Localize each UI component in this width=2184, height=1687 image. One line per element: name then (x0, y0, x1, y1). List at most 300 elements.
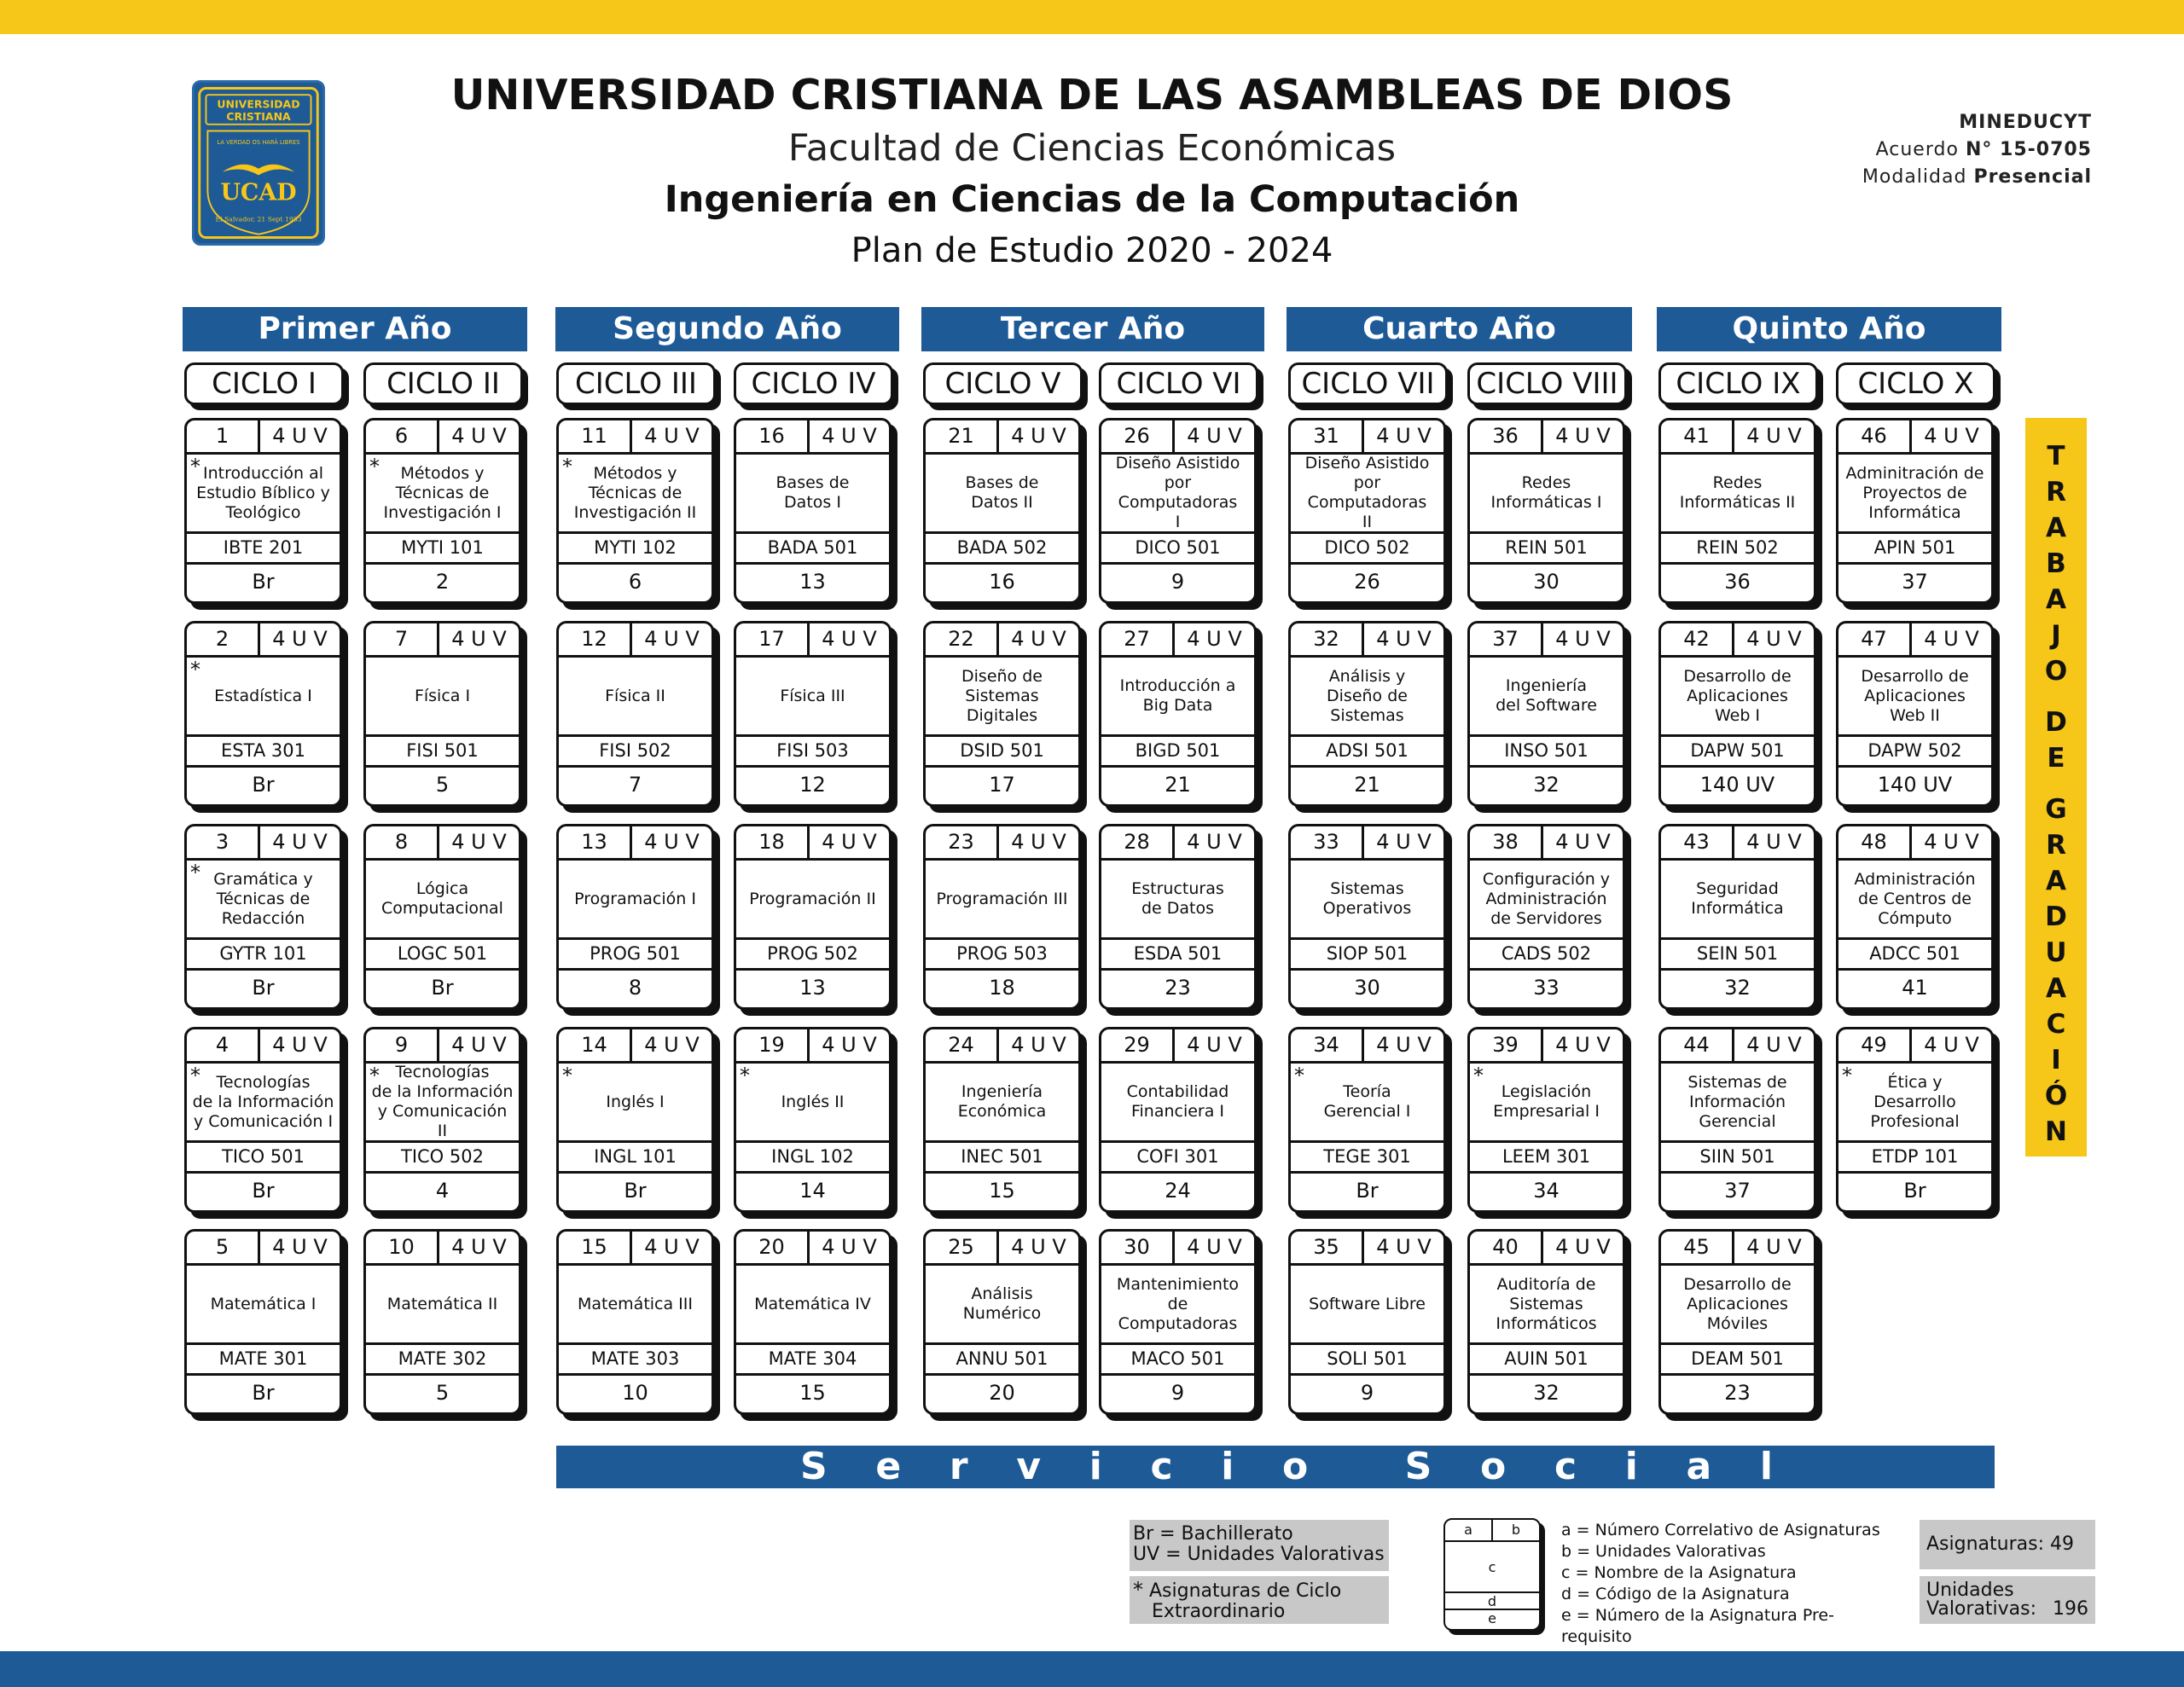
course-uv: 4 U V (272, 627, 328, 651)
graduation-letter: B (2046, 548, 2066, 579)
course-code: MATE 303 (559, 1345, 712, 1376)
header-titles (341, 68, 1843, 276)
course-prerequisite: 8 (628, 976, 642, 1000)
extraordinary-star: * (369, 455, 380, 478)
key-b: b (1511, 1522, 1521, 1538)
course-card (1467, 1027, 1625, 1213)
course-name: Estructuras de Datos (1131, 879, 1224, 918)
course-uv: 4 U V (1187, 424, 1242, 448)
course-card (556, 1027, 714, 1213)
course-name-cell (366, 455, 519, 534)
course-name-cell (736, 1064, 889, 1143)
course-number: 36 (1470, 420, 1543, 452)
course-uv: 4 U V (1924, 627, 1979, 651)
course-prerequisite: 7 (628, 773, 642, 797)
course-number: 37 (1470, 623, 1543, 655)
course-prerequisite: Br (252, 976, 275, 1000)
course-number: 26 (1101, 420, 1175, 452)
course-code: MACO 501 (1101, 1345, 1254, 1376)
year-header: Quinto Año (1657, 307, 2001, 351)
course-uv: 4 U V (644, 830, 700, 854)
course-name: Inglés I (606, 1092, 665, 1111)
course-header (926, 1029, 1078, 1064)
key-desc-b: b = Unidades Valorativas (1561, 1542, 1766, 1561)
course-header (736, 420, 889, 455)
course-uv: 4 U V (822, 627, 877, 651)
course-name-cell (1838, 455, 1991, 534)
course-prerequisite: 9 (1170, 570, 1185, 594)
course-card (923, 1229, 1081, 1415)
course-name: Física III (780, 686, 845, 705)
course-number: 43 (1661, 826, 1734, 858)
uv-total-label1: Unidades (1926, 1580, 2014, 1601)
course-name: Desarrollo de Aplicaciones Web I (1683, 666, 1792, 725)
course-name-cell (1470, 455, 1623, 534)
course-name: Lógica Computacional (381, 879, 503, 918)
course-name: Legislación Empresarial I (1493, 1082, 1600, 1121)
course-card (1658, 418, 1816, 604)
course-uv: 4 U V (1746, 1033, 1802, 1057)
course-number: 21 (926, 420, 999, 452)
graduation-work-banner (2025, 418, 2087, 1157)
course-name: Diseño de Sistemas Digitales (961, 666, 1043, 725)
subjects-total-value: 49 (2049, 1533, 2074, 1555)
course-uv: 4 U V (272, 1033, 328, 1057)
course-name-cell (1101, 861, 1254, 940)
course-name-cell (1470, 1266, 1623, 1345)
course-name: Tecnologías de la Información y Comunicación I (192, 1072, 334, 1131)
legend-abbreviations (1130, 1520, 1389, 1571)
subjects-total (1920, 1520, 2095, 1569)
course-number: 11 (559, 420, 632, 452)
course-header (926, 420, 1078, 455)
course-name-cell (559, 658, 712, 737)
course-number: 47 (1838, 623, 1912, 655)
key-desc-a: a = Número Correlativo de Asignaturas (1561, 1521, 1880, 1539)
course-prerequisite: Br (252, 570, 275, 594)
course-prerequisite: Br (252, 1179, 275, 1203)
cycle-label: CICLO II (363, 362, 523, 405)
course-card (363, 1027, 521, 1213)
course-name-cell (559, 455, 712, 534)
course-name-cell (1101, 658, 1254, 737)
course-name-cell (1470, 1064, 1623, 1143)
course-number: 48 (1838, 826, 1912, 858)
course-card (1467, 418, 1625, 604)
course-code: TEGE 301 (1291, 1143, 1443, 1174)
course-name-cell (1470, 861, 1623, 940)
course-card (734, 621, 892, 807)
course-name-cell (187, 1266, 340, 1345)
course-number: 16 (736, 420, 810, 452)
course-header (1291, 826, 1443, 861)
course-uv: 4 U V (451, 1235, 507, 1259)
key-desc-e: e = Número de la Asignatura Pre-requisito (1561, 1606, 1834, 1646)
course-prerequisite: Br (252, 1381, 275, 1405)
course-name: Diseño Asistido por Computadoras I (1115, 454, 1240, 531)
course-header (736, 826, 889, 861)
course-header (1101, 1029, 1254, 1064)
cycle-label: CICLO III (556, 362, 716, 405)
course-header (736, 1029, 889, 1064)
key-a: a (1445, 1520, 1493, 1540)
social-service-letter: v (1016, 1445, 1041, 1488)
course-number: 6 (366, 420, 439, 452)
course-name: Análisis y Diseño de Sistemas (1327, 666, 1408, 725)
course-card (184, 1229, 342, 1415)
course-card (556, 418, 714, 604)
course-header (926, 1232, 1078, 1266)
social-service-banner (556, 1446, 1995, 1488)
course-name-cell (366, 861, 519, 940)
course-code: SIOP 501 (1291, 940, 1443, 971)
cycle-label: CICLO VI (1099, 362, 1258, 405)
course-number: 17 (736, 623, 810, 655)
course-uv: 4 U V (1555, 424, 1611, 448)
course-name: Teoría Gerencial I (1323, 1082, 1411, 1121)
social-service-letter: i (1624, 1445, 1638, 1488)
course-prerequisite: 20 (989, 1381, 1015, 1405)
logo-motto: LA VERDAD OS HARÁ LIBRES (217, 138, 300, 146)
course-header (187, 826, 340, 861)
course-uv: 4 U V (822, 424, 877, 448)
course-card (1467, 621, 1625, 807)
course-code: DSID 501 (926, 737, 1078, 768)
course-number: 10 (366, 1232, 439, 1263)
course-card (1288, 418, 1446, 604)
course-header (1661, 1029, 1814, 1064)
course-number: 4 (187, 1029, 260, 1061)
course-prerequisite: 13 (799, 976, 826, 1000)
course-prerequisite: 9 (1170, 1381, 1185, 1405)
course-card (1288, 824, 1446, 1010)
legend-star: * (1133, 1578, 1143, 1602)
course-header (1291, 1232, 1443, 1266)
course-uv: 4 U V (644, 1033, 700, 1057)
course-name-cell (926, 861, 1078, 940)
key-c: c (1445, 1542, 1539, 1593)
course-card (1467, 824, 1625, 1010)
course-card (1099, 1027, 1257, 1213)
course-header (366, 1232, 519, 1266)
graduation-letter: T (2047, 441, 2065, 472)
course-code: REIN 502 (1661, 534, 1814, 565)
course-card (556, 824, 714, 1010)
course-name-cell (1291, 861, 1443, 940)
course-card (1658, 1027, 1816, 1213)
course-name: Adminitración de Proyectos de Informática (1845, 463, 1984, 522)
course-name: Métodos y Técnicas de Investigación II (573, 463, 697, 522)
course-uv: 4 U V (272, 1235, 328, 1259)
key-desc-d: d = Código de la Asignatura (1561, 1585, 1790, 1603)
course-name-cell (926, 658, 1078, 737)
course-name: Inglés II (781, 1092, 845, 1111)
cycle-label: CICLO VIII (1467, 362, 1627, 405)
course-name-cell (736, 1266, 889, 1345)
course-prerequisite: Br (624, 1179, 647, 1203)
course-code: ADSI 501 (1291, 737, 1443, 768)
course-uv: 4 U V (1187, 627, 1242, 651)
course-name: Tecnologías de la Información y Comunicación II (371, 1063, 514, 1140)
course-uv: 4 U V (1376, 627, 1432, 651)
course-prerequisite: 14 (799, 1179, 826, 1203)
course-header (559, 420, 712, 455)
course-card (1288, 1027, 1446, 1213)
course-card (363, 824, 521, 1010)
course-uv: 4 U V (644, 627, 700, 651)
extraordinary-star: * (190, 455, 200, 478)
course-number: 49 (1838, 1029, 1912, 1061)
course-number: 14 (559, 1029, 632, 1061)
uv-total-label2: Valorativas: (1926, 1598, 2037, 1620)
course-name: Estadística I (214, 686, 312, 705)
legend-br: Br = Bachillerato (1133, 1523, 1293, 1545)
graduation-letter: Ó (2044, 1081, 2068, 1111)
agreement-value: N° 15-0705 (1965, 139, 2092, 160)
course-code: DAPW 501 (1661, 737, 1814, 768)
course-prerequisite: 6 (628, 570, 642, 594)
course-number: 7 (366, 623, 439, 655)
course-code: PROG 502 (736, 940, 889, 971)
course-header (187, 1232, 340, 1266)
course-code: IBTE 201 (187, 534, 340, 565)
logo-text-line2: CRISTIANA (226, 110, 291, 123)
social-service-letter: a (1686, 1445, 1712, 1488)
course-number: 22 (926, 623, 999, 655)
course-header (187, 420, 340, 455)
uv-total-value: 196 (2053, 1598, 2088, 1620)
course-name-cell (736, 658, 889, 737)
course-code: DAPW 502 (1838, 737, 1991, 768)
course-header (1470, 623, 1623, 658)
course-prerequisite: 18 (989, 976, 1015, 1000)
course-name: Redes Informáticas I (1490, 473, 1602, 512)
graduation-letter: A (2046, 973, 2066, 1004)
course-name-cell (736, 861, 889, 940)
course-number: 24 (926, 1029, 999, 1061)
year-header: Segundo Año (555, 307, 899, 351)
course-uv: 4 U V (451, 627, 507, 651)
course-prerequisite: 34 (1533, 1179, 1560, 1203)
course-code: TICO 501 (187, 1143, 340, 1174)
course-uv: 4 U V (272, 830, 328, 854)
social-service-letter: e (875, 1445, 902, 1488)
course-prerequisite: 12 (799, 773, 826, 797)
course-number: 30 (1101, 1232, 1175, 1263)
course-card (1288, 1229, 1446, 1415)
course-number: 25 (926, 1232, 999, 1263)
course-card (556, 621, 714, 807)
plan-title: Plan de Estudio 2020 - 2024 (851, 231, 1333, 270)
course-code: SOLI 501 (1291, 1345, 1443, 1376)
course-prerequisite: 5 (435, 773, 450, 797)
course-number: 18 (736, 826, 810, 858)
course-card (734, 824, 892, 1010)
course-name: Contabilidad Financiera I (1126, 1082, 1229, 1121)
extraordinary-star: * (190, 861, 200, 884)
logo-text-line1: UNIVERSIDAD (217, 97, 300, 111)
graduation-letter: G (2045, 794, 2067, 825)
course-header (1661, 1232, 1814, 1266)
course-card (1658, 621, 1816, 807)
course-name-cell (1661, 455, 1814, 534)
legend-uv: UV = Unidades Valorativas (1133, 1544, 1385, 1565)
course-name-cell (926, 1064, 1078, 1143)
course-uv: 4 U V (1187, 1235, 1242, 1259)
course-uv: 4 U V (1746, 1235, 1802, 1259)
course-code: MYTI 101 (366, 534, 519, 565)
cycle-label: CICLO IV (734, 362, 893, 405)
course-prerequisite: Br (252, 773, 275, 797)
course-name-cell (1101, 1266, 1254, 1345)
course-card (1288, 621, 1446, 807)
course-number: 23 (926, 826, 999, 858)
course-uv: 4 U V (1924, 424, 1979, 448)
course-name-cell (1291, 1064, 1443, 1143)
course-uv: 4 U V (1011, 627, 1066, 651)
course-name: Sistemas de Información Gerencial (1687, 1072, 1787, 1131)
course-card (734, 1229, 892, 1415)
course-name: Matemática I (210, 1294, 317, 1313)
legend-star-line1: Asignaturas de Ciclo (1149, 1580, 1342, 1602)
course-number: 29 (1101, 1029, 1175, 1061)
course-number: 45 (1661, 1232, 1734, 1263)
university-name: UNIVERSIDAD CRISTIANA DE LAS ASAMBLEAS DE DIOS (450, 71, 1734, 119)
course-code: TICO 502 (366, 1143, 519, 1174)
course-uv: 4 U V (1555, 1235, 1611, 1259)
course-uv: 4 U V (1746, 424, 1802, 448)
course-name: Seguridad Informática (1691, 879, 1784, 918)
social-service-letter: o (1480, 1445, 1507, 1488)
course-header (736, 1232, 889, 1266)
course-header (559, 623, 712, 658)
course-name-cell (1291, 658, 1443, 737)
course-card (1658, 1229, 1816, 1415)
course-name: Gramática y Técnicas de Redacción (213, 869, 313, 928)
course-prerequisite: 33 (1533, 976, 1560, 1000)
course-code: GYTR 101 (187, 940, 340, 971)
course-uv: 4 U V (1376, 830, 1432, 854)
course-name-cell (1101, 455, 1254, 534)
course-name-cell (559, 861, 712, 940)
course-uv: 4 U V (822, 1033, 877, 1057)
course-name-cell (1661, 1064, 1814, 1143)
course-card (1836, 1027, 1994, 1213)
course-prerequisite: 15 (799, 1381, 826, 1405)
course-card (923, 621, 1081, 807)
course-name-cell (926, 1266, 1078, 1345)
course-header (1470, 1232, 1623, 1266)
course-prerequisite: 30 (1354, 976, 1380, 1000)
graduation-letter: A (2046, 513, 2066, 543)
course-uv: 4 U V (1011, 1033, 1066, 1057)
course-prerequisite: 41 (1902, 976, 1928, 1000)
course-name-cell (1470, 658, 1623, 737)
course-code: ETDP 101 (1838, 1143, 1991, 1174)
course-card (734, 1027, 892, 1213)
course-name: Física I (414, 686, 471, 705)
course-name: Ética y Desarrollo Profesional (1870, 1072, 1960, 1131)
course-uv: 4 U V (1555, 1033, 1611, 1057)
social-service-letter: c (1554, 1445, 1577, 1488)
course-uv: 4 U V (1924, 830, 1979, 854)
course-prerequisite: 36 (1724, 570, 1751, 594)
course-prerequisite: 37 (1902, 570, 1928, 594)
course-uv: 4 U V (451, 830, 507, 854)
mode-label: Modalidad (1862, 166, 1967, 188)
course-header (1661, 623, 1814, 658)
course-uv: 4 U V (644, 1235, 700, 1259)
course-name: Introducción a Big Data (1119, 676, 1236, 715)
key-descriptions (1561, 1520, 1902, 1648)
course-card (923, 418, 1081, 604)
course-prerequisite: 21 (1165, 773, 1191, 797)
course-name-cell (1838, 861, 1991, 940)
faculty-name: Facultad de Ciencias Económicas (787, 127, 1397, 170)
course-name: Física II (605, 686, 665, 705)
year-header: Cuarto Año (1287, 307, 1632, 351)
graduation-letter: N (2045, 1116, 2067, 1147)
uv-total (1920, 1576, 2095, 1624)
course-card (184, 621, 342, 807)
course-name: Desarrollo de Aplicaciones Web II (1861, 666, 1969, 725)
course-number: 27 (1101, 623, 1175, 655)
course-header (1838, 623, 1991, 658)
course-name: Administración de Centros de Cómputo (1854, 869, 1976, 928)
course-name-cell (187, 861, 340, 940)
social-service-letter: c (1150, 1445, 1173, 1488)
course-prerequisite: Br (1903, 1179, 1926, 1203)
course-header (1291, 420, 1443, 455)
course-prerequisite: 23 (1724, 1381, 1751, 1405)
bottom-accent-bar (0, 1651, 2184, 1687)
course-number: 40 (1470, 1232, 1543, 1263)
course-card (1099, 621, 1257, 807)
course-number: 33 (1291, 826, 1364, 858)
course-name: Auditoría de Sistemas Informáticos (1496, 1274, 1597, 1333)
course-header (1291, 623, 1443, 658)
course-card (363, 418, 521, 604)
course-prerequisite: 23 (1165, 976, 1191, 1000)
course-prerequisite: 32 (1533, 773, 1560, 797)
course-prerequisite: 17 (989, 773, 1015, 797)
course-code: FISI 503 (736, 737, 889, 768)
course-header (736, 623, 889, 658)
course-name-cell (366, 1266, 519, 1345)
mode-value: Presencial (1973, 166, 2092, 188)
course-uv: 4 U V (1376, 424, 1432, 448)
course-name-cell (187, 658, 340, 737)
course-uv: 4 U V (1376, 1235, 1432, 1259)
course-header (1838, 1029, 1991, 1064)
social-service-letter: i (1221, 1445, 1234, 1488)
course-uv: 4 U V (1555, 627, 1611, 651)
social-service-letter: i (1089, 1445, 1102, 1488)
course-header (1470, 420, 1623, 455)
accreditation-authority: MINEDUCYT (1959, 112, 2092, 133)
course-header (1838, 826, 1991, 861)
course-uv: 4 U V (451, 1033, 507, 1057)
course-uv: 4 U V (1746, 830, 1802, 854)
course-number: 32 (1291, 623, 1364, 655)
course-name: Ingeniería Económica (957, 1082, 1047, 1121)
course-card (184, 418, 342, 604)
graduation-letter: E (2047, 743, 2065, 774)
course-prerequisite: 32 (1724, 976, 1751, 1000)
course-card (1658, 824, 1816, 1010)
course-uv: 4 U V (1011, 830, 1066, 854)
course-number: 39 (1470, 1029, 1543, 1061)
